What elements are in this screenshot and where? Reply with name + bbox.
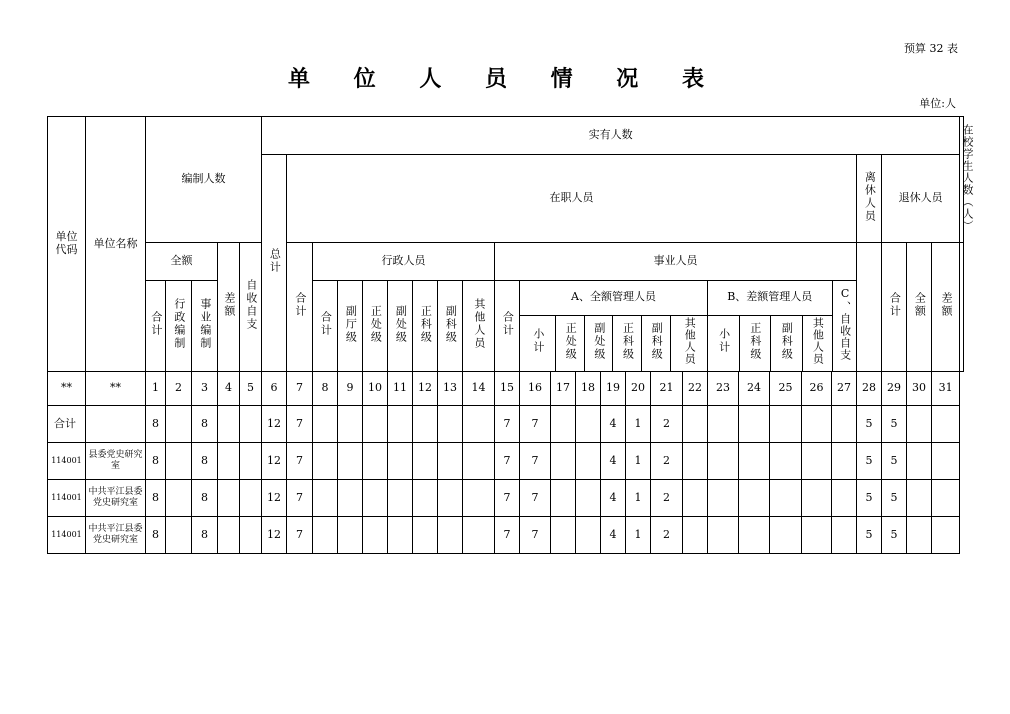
data-cell [551,406,576,443]
data-cell: 8 [146,517,166,554]
data-cell [338,480,363,517]
header-zheng-chu: 正处级 [363,281,388,372]
data-cell: 7 [495,517,520,554]
data-cell: 7 [287,443,313,480]
data-cell [438,517,463,554]
data-cell [463,443,495,480]
data-cell [166,480,192,517]
data-cell: 12 [262,443,287,480]
header-lixiu-blank [857,243,882,372]
data-cell [932,480,960,517]
data-cell: 2 [651,480,683,517]
data-cell [576,480,601,517]
data-cell [413,480,438,517]
index-cell: 26 [802,372,832,406]
index-cell: ** [86,372,146,406]
index-cell: 15 [495,372,520,406]
unit-label: 单位:人 [919,97,956,110]
data-cell [708,443,739,480]
data-cell [338,443,363,480]
data-cell: 5 [857,480,882,517]
data-cell [388,517,413,554]
data-cell: 5 [857,517,882,554]
index-cell: 20 [626,372,651,406]
data-cell [313,443,338,480]
index-cell: 18 [576,372,601,406]
data-cell: 4 [601,517,626,554]
data-cell: 1 [626,517,651,554]
unit-name-cell: 中共平江县委党史研究室 [86,480,146,517]
data-cell: 5 [882,443,907,480]
index-cell: 17 [551,372,576,406]
header-shiye-bianzhi: 事业编制 [192,281,218,372]
data-cell [739,480,770,517]
data-cell [463,406,495,443]
data-cell [907,406,932,443]
header-tx-quan-e: 全额 [907,243,932,372]
data-cell [802,406,832,443]
header-fu-ting: 副厅级 [338,281,363,372]
form-number: 预算 32 表 [904,42,958,55]
header-b-cha-e: B、差额管理人员 [708,281,832,315]
data-cell [438,406,463,443]
header-zheng-ke: 正科级 [413,281,438,372]
table-row [48,443,964,480]
data-cell [240,517,262,554]
data-cell: 8 [146,406,166,443]
index-cell: 14 [463,372,495,406]
data-cell [166,443,192,480]
header-b-zheng-ke: 正科级 [739,315,770,371]
header-fu-ke: 副科级 [438,281,463,372]
data-cell: 1 [626,443,651,480]
index-cell: 13 [438,372,463,406]
data-cell [770,406,802,443]
data-cell: 7 [520,480,551,517]
data-cell: 12 [262,480,287,517]
data-cell [218,406,240,443]
header-zishou: 自收自支 [240,243,262,372]
header-c-zishou: C、自收自支 [838,287,852,362]
data-cell [313,406,338,443]
header-a-quan-e: A、全额管理人员 [520,281,707,315]
data-cell [313,480,338,517]
index-cell: 23 [708,372,739,406]
data-cell [683,517,708,554]
header-a-zheng-chu: 正处级 [556,315,585,371]
data-cell [218,480,240,517]
data-cell [576,517,601,554]
data-cell: 12 [262,517,287,554]
data-cell [363,517,388,554]
header-b-fu-ke: 副科级 [770,315,802,371]
header-cha-e: 差额 [218,243,240,372]
index-cell: 10 [363,372,388,406]
data-cell [739,443,770,480]
data-cell [802,480,832,517]
header-a-fu-ke: 副科级 [642,315,671,371]
header-lixiu: 离休人员 [857,155,882,243]
index-row [48,372,964,406]
data-cell: 7 [495,480,520,517]
index-cell: 21 [651,372,683,406]
index-cell: 9 [338,372,363,406]
data-cell [932,443,960,480]
header-tx-cha-e: 差额 [932,243,960,372]
index-cell: 28 [857,372,882,406]
index-cell: 22 [683,372,708,406]
data-cell [551,480,576,517]
data-cell: 7 [287,406,313,443]
table-row [48,480,964,517]
data-cell: 8 [146,443,166,480]
data-cell: 4 [601,406,626,443]
data-cell [413,406,438,443]
data-cell [313,517,338,554]
data-cell [363,406,388,443]
header-unit-code: 单位代码 [48,117,86,372]
index-cell: 25 [770,372,802,406]
unit-name-cell [86,406,146,443]
data-cell [932,517,960,554]
header-b-group [708,281,857,372]
data-cell [551,443,576,480]
data-cell: 7 [520,443,551,480]
data-cell [832,517,857,554]
header-fu-chu: 副处级 [388,281,413,372]
data-cell [770,480,802,517]
data-cell [363,480,388,517]
data-cell: 8 [192,406,218,443]
index-cell: 4 [218,372,240,406]
data-cell [683,406,708,443]
data-cell [240,406,262,443]
header-tuixiu: 退休人员 [882,155,960,243]
index-cell: 11 [388,372,413,406]
data-cell: 8 [146,480,166,517]
data-cell: 8 [192,480,218,517]
data-cell [739,517,770,554]
data-cell: 2 [651,517,683,554]
header-xz-heji: 合计 [313,281,338,372]
data-cell [338,517,363,554]
header-shiyou: 实有人数 [262,117,960,155]
index-cell: 1 [146,372,166,406]
index-cell: 16 [520,372,551,406]
data-cell: 12 [262,406,287,443]
data-cell [907,443,932,480]
data-cell: 1 [626,480,651,517]
header-zaizhi: 在职人员 [287,155,857,243]
header-b-xiaoji: 小计 [708,315,739,371]
data-cell [413,443,438,480]
index-cell: 2 [166,372,192,406]
data-cell [576,443,601,480]
data-cell [240,443,262,480]
header-sy-heji: 合计 [495,281,520,372]
header-xingzheng-bianzhi: 行政编制 [166,281,192,372]
header-zongji: 总计 [262,155,287,372]
data-cell [907,517,932,554]
data-cell [576,406,601,443]
header-unit-name: 单位名称 [86,117,146,372]
index-cell: 30 [907,372,932,406]
data-cell [166,406,192,443]
index-cell: 8 [313,372,338,406]
data-cell: 1 [626,406,651,443]
data-cell [932,406,960,443]
unit-code-cell: 合计 [48,406,86,443]
header-a-qita: 其他人员 [683,317,697,366]
data-cell: 5 [882,480,907,517]
data-cell: 7 [287,480,313,517]
header-quan-e: 全额 [146,243,218,281]
unit-code-cell: 114001 [48,443,86,480]
data-cell: 7 [520,406,551,443]
data-cell [802,443,832,480]
index-cell: 5 [240,372,262,406]
page-title: 单 位 人 员 情 况 表 [288,67,722,92]
data-cell [708,517,739,554]
index-cell: 29 [882,372,907,406]
data-cell [683,443,708,480]
data-cell [739,406,770,443]
index-cell: 19 [601,372,626,406]
header-zz-heji: 合计 [287,243,313,372]
data-cell [832,443,857,480]
data-cell [683,480,708,517]
personnel-table [47,116,974,554]
data-cell [388,406,413,443]
index-cell: 3 [192,372,218,406]
index-cell: 12 [413,372,438,406]
header-a-xiaoji: 小计 [520,315,556,371]
data-cell [388,480,413,517]
data-cell [218,517,240,554]
data-cell: 8 [192,517,218,554]
data-cell [166,517,192,554]
data-cell [388,443,413,480]
data-cell [463,517,495,554]
header-shiye-renyuan: 事业人员 [495,243,857,281]
index-cell: ** [48,372,86,406]
unit-name-cell: 县委党史研究室 [86,443,146,480]
data-cell: 2 [651,443,683,480]
data-cell [708,480,739,517]
data-cell: 4 [601,443,626,480]
data-cell: 5 [882,517,907,554]
data-cell: 7 [287,517,313,554]
header-xingzheng-renyuan: 行政人员 [313,243,495,281]
index-cell: 24 [739,372,770,406]
header-a-fu-chu: 副处级 [584,315,613,371]
table-row [48,517,964,554]
data-cell [832,480,857,517]
data-cell: 5 [882,406,907,443]
data-cell: 2 [651,406,683,443]
data-cell: 5 [857,443,882,480]
header-a-zheng-ke: 正科级 [613,315,642,371]
data-cell: 7 [495,406,520,443]
index-cell: 7 [287,372,313,406]
index-cell: 27 [832,372,857,406]
data-cell [551,517,576,554]
data-cell [708,406,739,443]
data-cell [218,443,240,480]
data-cell [438,480,463,517]
index-cell: 31 [932,372,960,406]
header-tx-heji: 合计 [882,243,907,372]
data-cell: 7 [520,517,551,554]
header-xz-qita: 其他人员 [463,281,495,372]
data-cell [770,517,802,554]
data-cell [438,443,463,480]
data-cell: 5 [857,406,882,443]
data-cell [832,406,857,443]
table-row [48,406,964,443]
unit-code-cell: 114001 [48,480,86,517]
header-b-qita: 其他人员 [802,315,832,371]
index-cell: 6 [262,372,287,406]
data-cell [338,406,363,443]
header-bianzhi: 编制人数 [146,117,262,243]
unit-code-cell: 114001 [48,517,86,554]
data-cell [363,443,388,480]
data-cell [413,517,438,554]
data-cell [802,517,832,554]
header-zaixiao: 在校学生人数（人） [960,117,964,243]
data-cell [907,480,932,517]
data-cell: 4 [601,480,626,517]
unit-name-cell: 中共平江县委党史研究室 [86,517,146,554]
data-cell [770,443,802,480]
data-cell: 8 [192,443,218,480]
data-cell: 7 [495,443,520,480]
data-cell [463,480,495,517]
header-zaixiao-blank [960,243,964,372]
header-bz-heji: 合计 [146,281,166,372]
data-cell [240,480,262,517]
header-a-group [520,281,708,372]
